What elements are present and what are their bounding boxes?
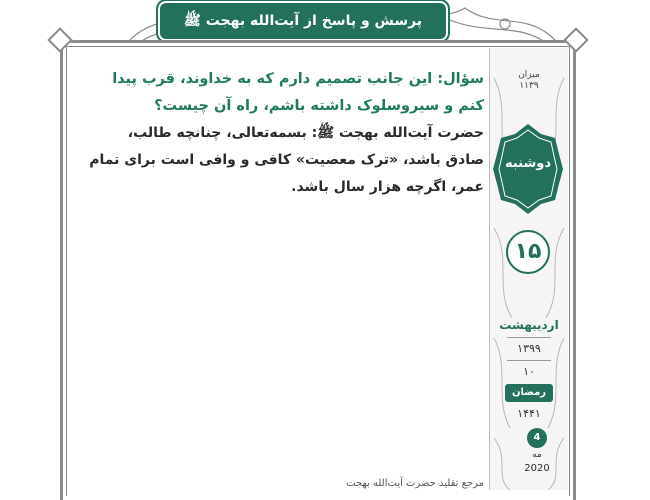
lunar-day: ۱۰ bbox=[523, 365, 535, 378]
answer-text: حضرت آیت‌الله بهجت ﷺ: بسمه‌تعالی، چنانچه طالب، صادق باشد، «ترک معصیت» کافی و وافی است برای تمام عمر، اگرچه هزار سال باشد. bbox=[89, 125, 484, 195]
header-title: پرسش و پاسخ از آیت‌الله بهجت ﷺ bbox=[183, 13, 423, 29]
solar-year: ۱۳۹۹ bbox=[517, 342, 541, 355]
source-number: ۱۱۳۹ bbox=[519, 81, 539, 91]
qa-content bbox=[88, 66, 484, 201]
gregorian-year: 2020 bbox=[524, 463, 550, 474]
source-name: میزان bbox=[518, 70, 540, 80]
weekday-label: دوشنبه bbox=[504, 156, 552, 171]
source-reference bbox=[509, 70, 549, 92]
footer-note: مرجع تقلید حضرت آیت‌الله بهجت bbox=[346, 478, 484, 489]
question-text: سؤال: این جانب تصمیم دارم که به خداوند، قرب پیدا کنم و سیروسلوک داشته باشم، راه آن چیست؟ bbox=[112, 71, 484, 114]
day-number: ۱۵ bbox=[514, 239, 542, 264]
solar-month: اردیبهشت bbox=[499, 318, 559, 332]
lunar-year: ۱۴۴۱ bbox=[517, 407, 541, 420]
gregorian-month: مه bbox=[532, 450, 542, 460]
gregorian-day: 4 bbox=[533, 432, 541, 443]
lunar-month: رمضان bbox=[511, 387, 547, 398]
